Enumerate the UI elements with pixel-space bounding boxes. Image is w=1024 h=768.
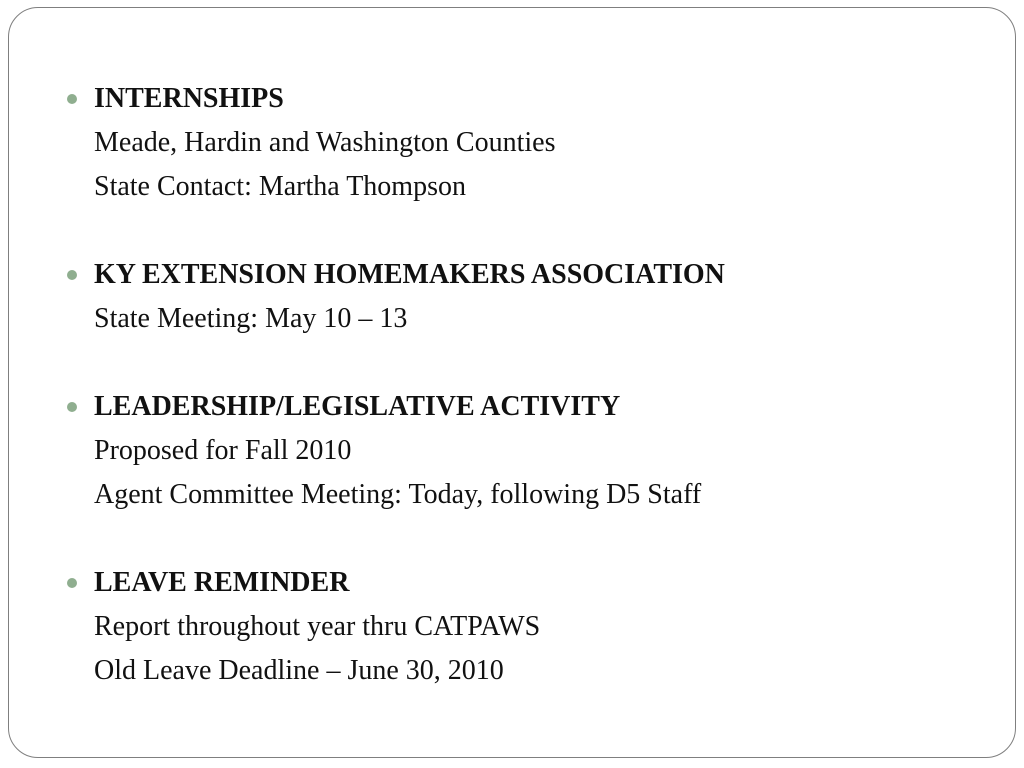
bullet-dot-icon xyxy=(67,94,77,104)
bullet-dot-icon xyxy=(67,578,77,588)
section-heading: LEADERSHIP/LEGISLATIVE ACTIVITY xyxy=(94,391,621,422)
section-heading: LEAVE REMINDER xyxy=(94,567,350,598)
section-line: Old Leave Deadline – June 30, 2010 xyxy=(94,655,504,686)
section-line: State Meeting: May 10 – 13 xyxy=(94,303,408,334)
section-heading: INTERNSHIPS xyxy=(94,83,284,114)
section-line: Report throughout year thru CATPAWS xyxy=(94,611,541,642)
slide-frame xyxy=(8,7,1016,758)
section-heading: KY EXTENSION HOMEMAKERS ASSOCIATION xyxy=(94,259,725,290)
bullet-dot-icon xyxy=(67,270,77,280)
section-line: Proposed for Fall 2010 xyxy=(94,435,352,466)
section-line: Meade, Hardin and Washington Counties xyxy=(94,127,556,158)
section-line: Agent Committee Meeting: Today, following D5 Staff xyxy=(94,479,702,510)
section-line: State Contact: Martha Thompson xyxy=(94,171,466,202)
bullet-dot-icon xyxy=(67,402,77,412)
